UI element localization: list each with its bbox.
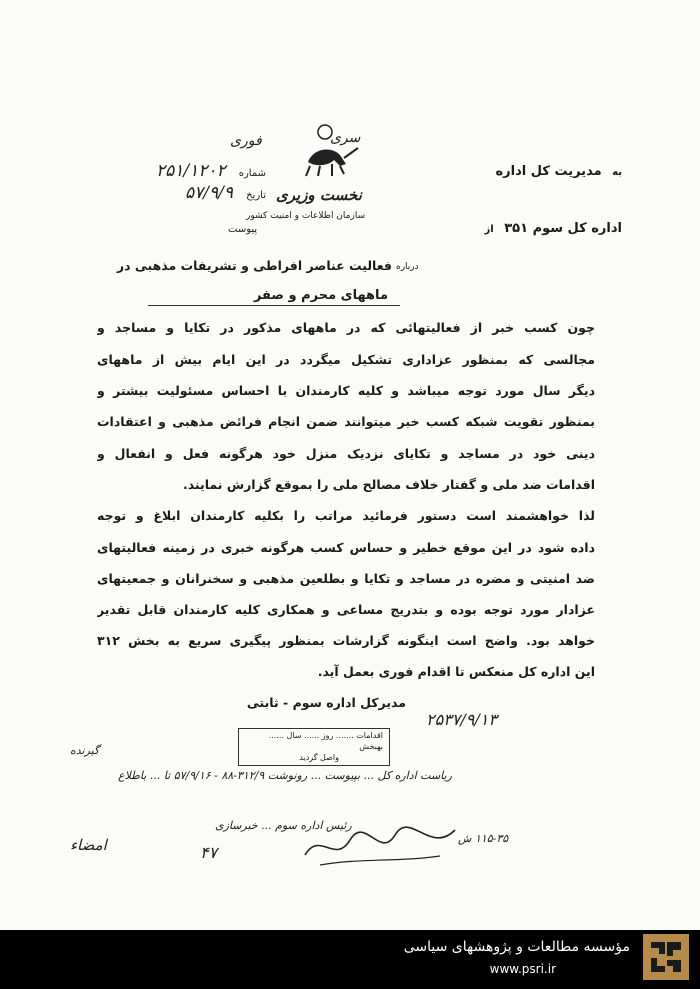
footer-bar [0, 930, 700, 989]
body-line-12: این اداره کل منعکس تا اقدام فوری بعمل آید. [317, 664, 595, 679]
handwritten-date: ۲۵۳۷/۹/۱۳ [426, 710, 497, 729]
to-value: مدیریت کل اداره [495, 164, 602, 179]
body-line-11: خواهد بود. واضح است اینگونه گزارشات بمنظور پیگیری سریع به بخش ۳۱۲ [97, 633, 595, 648]
subject-line-2: ماههای محرم و صفر [253, 288, 388, 303]
note-ref: ۱۱۵-۳۵ ش [458, 832, 509, 845]
footer-url[interactable]: www.psri.ir [489, 962, 556, 976]
signature-line: مدیرکل اداره سوم - ثابتی [246, 695, 406, 710]
number-line [96, 163, 266, 180]
footer-institute: مؤسسه مطالعات و پژوهشهای سیاسی [403, 939, 630, 955]
body-line-9: ضد امنیتی و مضره در مساجد و تکایا و بطلعین مذهبی و سخنرانان و جمعیتهای [97, 571, 595, 586]
body-line-3: دیگر سال مورد توجه میباشد و کلیه کارمندان با احساس مسئولیت بیشتر و [97, 383, 595, 398]
stamp-line-2: بهبخش [359, 742, 383, 751]
subject-underline [148, 305, 400, 306]
receipt-stamp [238, 728, 390, 766]
stamp-line-3: واصل گردید [299, 753, 339, 762]
attach-label: پیوست [228, 224, 258, 235]
urgent-mark: فوری [230, 133, 262, 149]
body-line-6: اقدامات ضد ملی و گفتار خلاف مصالح ملی را بموقع گزارش نمایند. [182, 477, 595, 492]
subject-line-1: فعالیت عناصر افراطی و تشریفات مذهبی در [116, 258, 392, 273]
date-label: تاریخ [246, 190, 266, 201]
from-value: اداره کل سوم ۳۵۱ [504, 221, 622, 236]
psri-logo-icon [643, 934, 689, 980]
body-line-10: عزادار مورد توجه بوده و بتدریج مساعی و همکاری کلیه کارمندان قابل تقدیر [97, 602, 595, 617]
body-line-7: لذا خواهشمند است دستور فرمائید مراتب را بکلیه کارمندان ابلاغ و توجه [97, 508, 595, 523]
number-value: ۲۵۱/۱۲۰۲ [155, 161, 226, 181]
subject-label: درباره [396, 262, 419, 272]
note-line-1: ریاست اداره کل ... بپیوست ... رونوشت ۳۱۲/۹-۸۸ - ۵۷/۹/۱۶ تا ... باطلاع [118, 769, 452, 782]
office-title: نخست وزیری [276, 186, 362, 204]
note-signature-left: امضاء [70, 836, 107, 854]
body-line-8: داده شود در این موقع خطیر و حساس کسب هرگونه خبری در زمینه فعالیتهای [97, 540, 595, 555]
note-recipient: گیرنده [70, 744, 100, 757]
note-line-2: رئیس اداره سوم ... خبرسازی [215, 819, 352, 832]
body-line-5: دینی خود در مساجد و تکایای نزدیک منزل خود هرگونه فعل و انفعال و [97, 446, 595, 461]
note-number-47: ۴۷ [200, 843, 218, 862]
date-line [110, 185, 266, 202]
from-label: از [484, 224, 494, 235]
to-label: به [612, 167, 622, 178]
from-line [485, 222, 622, 235]
confidential-mark: سری [330, 130, 361, 146]
body-line-1: چون کسب خبر از فعالیتهائی که در ماههای مذکور در تکایا و مساجد و [97, 320, 595, 335]
body-line-4: بمنظور تقویت شبکه کسب خبر میتوانند ضمن انجام فرائض مذهبی و اعتقادات [97, 414, 595, 429]
to-line [496, 165, 623, 178]
handwritten-signature-icon [300, 820, 460, 870]
stamp-line-1: اقدامات ....... روز ...... سال ...... [268, 731, 383, 740]
number-label: شماره [238, 168, 266, 179]
org-title: سازمان اطلاعات و امنیت کشور [246, 211, 366, 221]
body-line-2: مجالسی که بمنظور عزاداری تشکیل میگردد در این ایام بیش از ماههای [97, 352, 595, 367]
date-value: ۵۷/۹/۹ [185, 183, 233, 203]
